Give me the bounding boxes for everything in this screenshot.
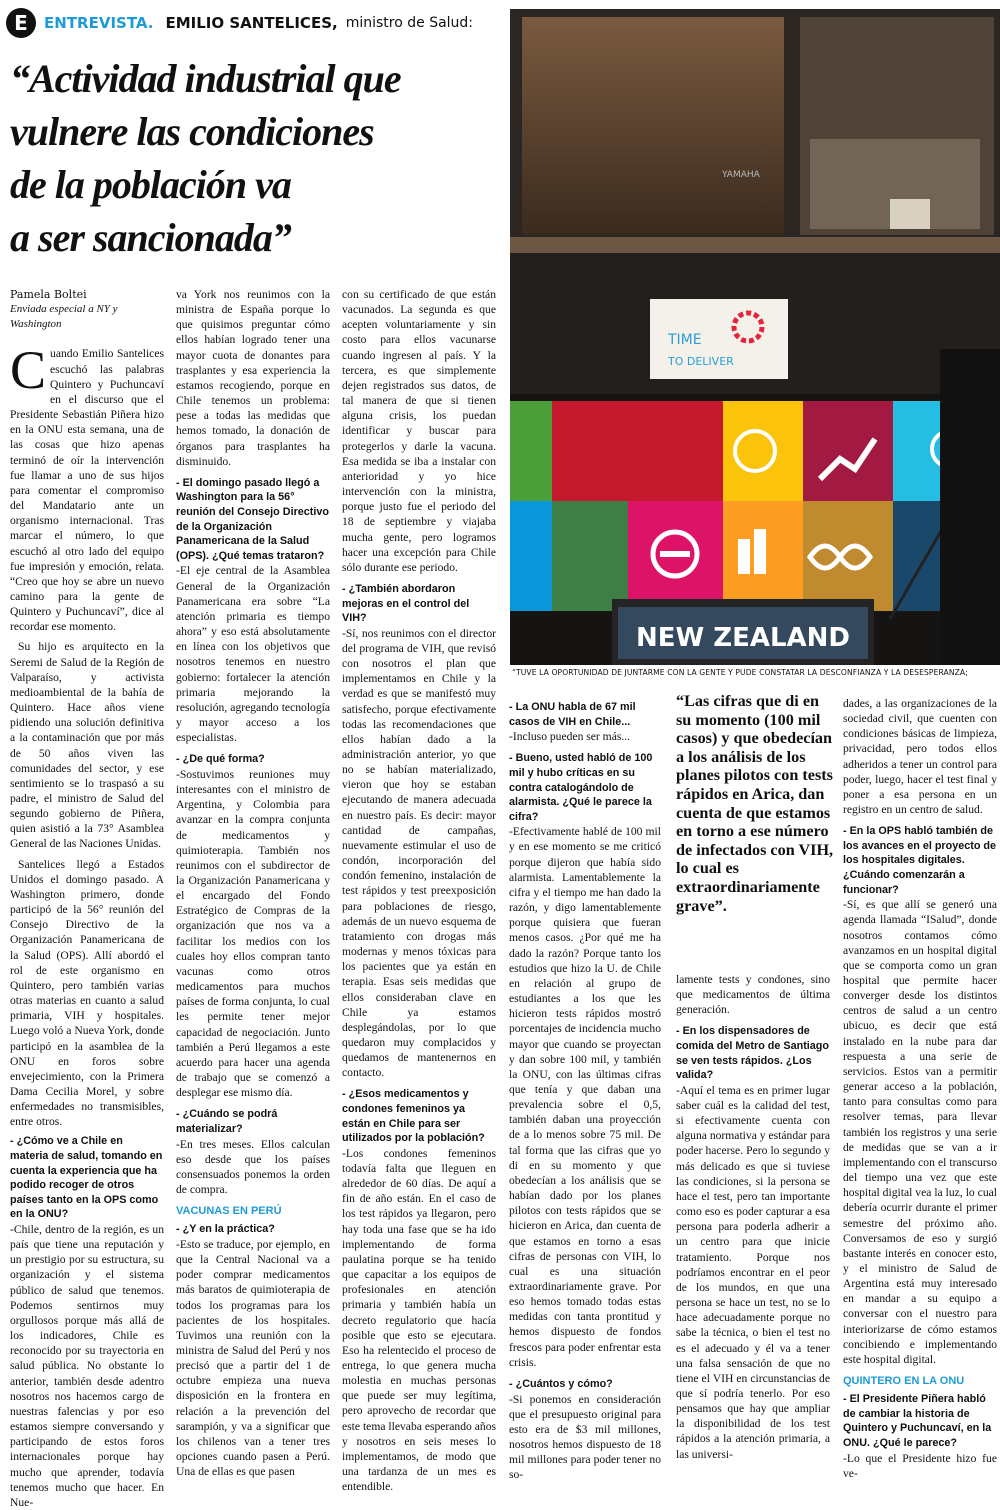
question: - ¿Cuántos y cómo? [509,1377,613,1390]
answer: -Incluso pueden ser más... [509,730,631,744]
answer: lamente tests y condones, sino que medicamentos de última generación. [676,973,830,1017]
answer: -Chile, dentro de la región, es un país que tiene una reputación y un prestigio por su estructura, su organización y el sistema público de salud que tenemos. Podemos sentirnos muy orgullosos porque más allá de los indicadores, Chile es reconocido por su trayectoria en salud pública. No obstante lo anterior, también desde adentro nosotros nos hacemos cargo de nuestras falencias y por eso estamos siempre conversando y participando de estos foros internacionales porque hay mucho que aprender, todavía tenemos mucho que hacer. En Nue- [10,1223,164,1509]
answer: -El eje central de la Asamblea General de la Organización Panamericana era sobre “La atención primaria es tiempo ahora” y eso está absolutamente en línea con los objetivos que nosotros tenemos en nuestro gobierno: fortalecer la atención primaria mejorando la resolución, agregando tecnología y mayor acceso a los especialistas. [176,564,330,745]
headline-line: “Actividad industrial que [10,56,401,101]
paragraph: Su hijo es arquitecto en la Seremi de Salud de la Región de Valparaíso, y activista medioambiental de la bahía de Quintero. Hace años viene pidiendo una solución definitiva a la contaminación que por más de 50 años viven las comunidades del sector, y ese sentimiento se lo traspasó a su padre, el ministro de Salud del segundo gobierno de Piñera, quien asistió a la 73° Asamblea General de las Naciones Unidas. [10,640,164,851]
column-6 [843,696,997,1480]
question: - ¿Cómo ve a Chile en materia de salud, tomando en cuenta la experiencia que ha podido recoger de otros países tanto en la OPS como en la ONU? [10,1135,163,1221]
answer: -Esto se traduce, por ejemplo, en que la Central Nacional va a poder comprar medicamentos más baratos de quimioterapia de todos los programas para los pacientes de los hospitales. Tuvimos una reunión con la ministra de Salud del Perú y nos precisó que a partir del 1 de octubre empieza una nueva disposición en la frontera en relación a la prevención del sarampión, y va a significar que los chilenos van a tener tres opciones cuando pasen a Perú. Una de ellas es que pasen [176,1237,330,1479]
brand-label: YAMAHA [722,170,760,180]
country-label: NEW ZEALAND [635,623,851,653]
headline [10,52,502,264]
subheading: VACUNAS EN PERÚ [176,1205,282,1218]
article-photo [510,9,1000,665]
question: - ¿Cuándo se podrá materializar? [176,1108,278,1135]
answer: -Aquí el tema es en primer lugar saber cuál es la calidad del test, si efectivamente cuenta con alguna normativa y estándar para poder hacerse. Pero lo segundo y más delicado es que si tuviese las condiciones, si la persona se hace el test, pero tan importante como eso es poder capturar a esa persona para poderla adherir a un centro para que inicie tratamiento. Porque nos podríamos encontrar en el peor de los mundos, en que una persona se hace un test, no se lo hace adecuadamente porque no sabe la técnica, o bien el test no es el adecuado y él va a tener una falsa sensación de que no tiene el VIH en circunstancias de que sí podría tenerlo. Por eso pensamos que hay que ampliar la disponibilidad de los test rápidos a la atención primaria, a las universi- [676,1083,830,1461]
section-label: ENTREVISTA. [44,14,154,32]
answer: -Los condones femeninos todavía falta que lleguen en alrededor de 60 días. De aquí a fin de año están. En el caso de los test rápidos ya llegaron, pero hay toda una fase que se ha ido implementando de forma paulatina porque se ha tenido que capacitar a los equipos de profesionales en atención primaria y también había un decreto regulatorio que hacía posible que esto se ejecutara. Eso ha relentecido el proceso de entrega, lo que genera mucha molestia en muchas personas que puede ser muy legítima, pero aprovecho de recordar que este tema llevaba esperando años y nosotros en seis meses lo implementamos, de modo que una tardanza de un mes es entendible. [342,1146,496,1494]
time-label: TIME [668,332,702,348]
answer: -Sí, nos reunimos con el director del programa de VIH, que revisó con nosotros el plan que implementamos en Chile y la verdad es que se manifestó muy satisfecho, porque efectivamente todas las recomendaciones que ellos habían dado a la administración anterior, yo que no se habían materializado, vieron que hoy se estaban ejecutando de manera adecuada en nuestro país. Es decir: mayor cantidad de campañas, nuevamente estimular el uso de condón, incorporación del condón femenino, instalación de test rápidos y test preexposición para poblaciones de riesgo, además de un nuevo esquema de tratamiento con drogas más modernas y menos tóxicas para los pacientes que ya están en terapia. Esas seis medidas que ellos consideraban clave en Chile ya estamos desplegándolas, por lo que quedaron muy complacidos y quedamos de mantenernos en contacto. [342,626,496,1080]
section-badge: E [6,8,36,38]
headline-line: vulnere las condiciones [10,109,374,154]
question: - En la OPS habló también de los avances en el proyecto de los hospitales digitales. ¿Cuándo comenzarán a funcionar? [843,825,997,896]
interviewee-name: EMILIO SANTELICES, [165,14,338,32]
answer: -Lo que el Presidente hizo fue ve- [843,1451,997,1480]
question: - En los dispensadores de comida del Metro de Santiago se ven tests rápidos. ¿Los valida? [676,1025,829,1082]
booth-window-left [522,17,784,235]
column-2 [176,287,330,1479]
answer: dades, a las organizaciones de la sociedad civil, que cuenten con condiciones básicas de limpieza, privacidad, pero todos ellos adheridos a tener un control para poder, luego, hacer el test final y poner a esa persona en un registro en un centro de salud. [843,697,997,817]
author: Pamela Boltei [10,288,87,301]
answer: -En tres meses. Ellos calculan eso desde que los países consensuados ponemos la orden de compra. [176,1137,330,1196]
photo-caption: “TUVE LA OPORTUNIDAD DE JUNTARME CON LA GENTE Y PUDE CONSTATAR LA DESCONFIANZA Y LA DESESPERANZA; [512,668,968,677]
drop-cap: C [10,340,47,401]
paragraph: Santelices llegó a Estados Unidos el domingo pasado. A Washington primero, donde participó de la 56° reunión del Consejo Directivo de la Organización Panamericana de la Salud (OPS). Allí abordó el rol de este organismo en Quintero, pero también varias otras materias en cuanto a salud primaria, VIH y hospitales. Luego voló a Nueva York, donde participó en la asamblea de la ONU en foros sobre envejecimiento, con la Primera Dama Cecilia Morel, y sobre enfermedades no transmisibles, entre otros. [10,857,164,1129]
dateline: Enviada especial a NY y Washington [10,303,118,331]
question: - ¿También abordaron mejoras en el control del VIH? [342,582,470,625]
lead-paragraph [10,340,164,634]
subheading: QUINTERO EN LA ONU [843,1375,965,1388]
column-3 [342,287,496,1494]
column-1 [10,287,164,1509]
sdg-tiles [510,401,1000,611]
question: - ¿Esos medicamentos y condones femeninos ya están en Chile para ser utilizados por la población? [342,1088,485,1145]
answer: -Si ponemos en consideración que el presupuesto original para esto era de $3 mil millones, nosotros hemos dispuesto de 18 mil millones para poder tener no so- [509,1392,661,1482]
headline-line: de la población va [10,162,291,207]
answer: -Efectivamente hablé de 100 mil y en ese momento se me criticó porque dijeron que había sido alarmista. Lamentablemente la cifra y el tiempo me han dado la razón, y digo lamentablemente porque quisiera que fueran menos casos. ¿Por qué me ha dado la razón? Porque tanto los estudios que hizo la U. de Chile en relación al grupo de estudiantes a los que les hicieron tests rápidos mostró porcentajes de incidencia mucho mayor que cuando se proyectan y dan sobre 100 mil, y también la ONU, con las últimas cifras que tenía y que daban una prevalencia sobre el 0,5, también daban una proyección de a lo menos sobre 75 mil. De tal forma que las cifras que yo di en su momento y que obedecían a los análisis que se habían dado por los planes pilotos con tests rápidos que se hicieron en Arica, dan cuenta de que estamos en torno a esas cifras de personas con VIH, lo cual es una situación extraordinariamente grave. Por eso hemos tomado todas estas medidas con tanta prontitud y hemos dispuesto de fondos frescos para poder enfrentar esta crisis. [509,825,661,1369]
to-deliver-label: TO DELIVER [668,355,734,368]
question: - Bueno, usted habló de 100 mil y hubo críticas en su contra catalogándolo de alarmista. ¿Qué le parece la cifra? [509,752,653,823]
headline-line: a ser sancionada” [10,215,291,260]
answer: va York nos reunimos con la ministra de España porque lo que quisimos preguntar cómo ellos habían logrado tener una mayor cuota de donantes para trasplantes y esa experiencia la estamos recogiendo, porque en Chile tenemos un problema: pese a todas las medidas que hemos tomado, la donación de órganos para trasplantes ha disminuido. [176,288,330,468]
answer: con su certificado de que están vacunados. La segunda es que acepten voluntariamente y sin costo para ellos vacunarse cuando ingresen al país. Y la tercera, es que simplemente dejen registrados sus datos, de tal manera de que si tienen alguna crisis, los puedan identificar y buscar para protegerlos y darle la vacuna. Esa medida se iba a instalar con anterioridad y yo hice intervención con la ministra, porque justo fue el periodo del 18 de septiembre y viajaba mucha gente, pero logramos hacer una excepción para Chile sólo durante ese periodo. [342,288,496,574]
kicker [6,8,473,38]
pull-quote: “Las cifras que di en su momento (100 mil casos) y que obedecían a los análisis de los planes pilotos con tests rápidos en Arica, dan cuenta de que estamos en torno a ese número de infectados con VIH, lo cual es extraordinariamente grave”. [676,692,834,915]
answer: -Sí, es que allí se generó una agenda llamada “ISalud”, donde nosotros contamos cómo avanzamos en un hospital digital que se comporta como un gran hospital que permite hacer converger desde los distintos centros de salud a un centro ubicuo, es decir que está instalado en la nube para dar respuesta a una serie de servicios. Estos van a permitir generar acceso a la población, tanto para consultas como para resolver temas, para llevar también los registros y una serie de medidas que se van a ir implementando con el transcurso del tiempo una vez que este hospital digital vea la luz, lo cual debería ocurrir durante el primer semestre del próximo año. Conversamos de eso y surgió bastante interés en conocer esto, y el ministro de Salud de Argentina está muy interesado en mandar a su equipo a conversar con el nuestro para interiorizarse de cómo estamos concibiendo e implementando este hospital digital. [843,898,997,1366]
interviewee-role: ministro de Salud: [345,15,474,31]
question: - ¿De qué forma? [176,753,265,766]
lead-text: uando Emilio Santelices escuchó las palabras Quintero y Puchuncaví en el discurso que el Presidente Sebastián Piñera hizo en la ONU esta semana, una de las cosas que hizo apenas terminó de oír la intervención fue llamar a uno de sus hijos para comentar el compromiso del Mandatario ante un organismo internacional. Tras marcar el número, lo que escuchó al otro lado del equipo fue impresión y emoción, relata. “Creo que hoy se abre un nuevo camino para la gente de Quintero y Puchuncaví”, dice al recordar ese momento. [10,347,164,634]
question: - El domingo pasado llegó a Washington para la 56° reunión del Consejo Directivo de la Organización Panamericana de la Salud (OPS). ¿Qué temas trataron? [176,476,329,562]
question: - ¿Y en la práctica? [176,1223,275,1236]
question: - El Presidente Piñera habló de cambiar la historia de Quintero y Puchuncaví, en la ONU. ¿Qué le parece? [843,1393,992,1449]
column-4 [509,700,661,1482]
question: - La ONU habla de 67 mil casos de VIH en Chile... [509,701,636,728]
answer: -Sostuvimos reuniones muy interesantes con el ministro de Argentina, y Colombia para avanzar en la compra conjunta de medicamentos y quimioterapia. También nos reunimos con el subdirector de la Organización Panamericana y el encargado del Fondo Estratégico de Compras de la organización que nos va a facilitar los medios con los cuales hoy ellos compran tanto vacunas como otros medicamentos para muchos países de forma conjunta, lo cual les permite tener mejor capacidad de negociación. Junto también a Perú llegamos a este acuerdo para hacer una agenda de trabajo que se comenzó a desplegar ese mismo día. [176,767,330,1100]
column-5 [676,972,830,1461]
un-assembly-photo [510,9,1000,665]
